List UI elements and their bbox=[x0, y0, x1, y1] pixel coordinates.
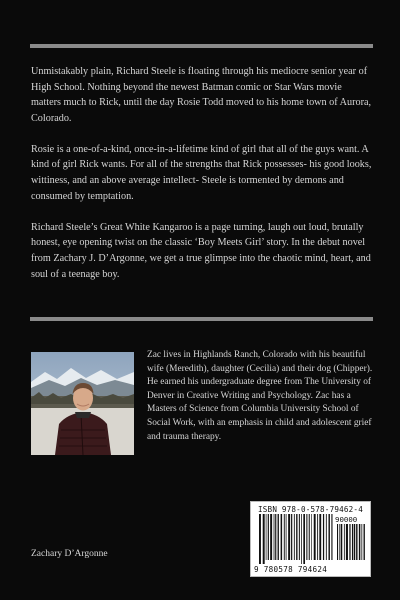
price-addon-bars bbox=[337, 524, 365, 564]
book-blurb bbox=[31, 64, 374, 298]
barcode-bar bbox=[296, 514, 297, 560]
barcode-bar bbox=[356, 524, 357, 560]
barcode-bar bbox=[319, 514, 321, 560]
barcode-bar bbox=[278, 514, 279, 560]
barcode-bar bbox=[349, 524, 350, 560]
barcode-bar bbox=[263, 514, 265, 564]
barcode-bar bbox=[284, 514, 285, 560]
barcode-bar bbox=[309, 514, 310, 560]
barcode-bar bbox=[341, 524, 343, 560]
barcode-bar bbox=[359, 524, 360, 560]
barcode-bar bbox=[352, 524, 353, 560]
barcode-bar bbox=[294, 514, 295, 560]
barcode-bar bbox=[311, 514, 312, 560]
blurb-paragraph: Rosie is a one-of-a-kind, once-in-a-lifetime kind of girl that all of the guys want. A kind of girl Rick wants. For all of the strengths that Rick possesses- his good looks, wittiness, and an above average intellect- Steele is tormented by demons and consumed by temptation. bbox=[31, 143, 372, 202]
barcode-bar bbox=[361, 524, 362, 560]
barcode-bar bbox=[301, 514, 302, 564]
ean-digits: 9 780578 794624 bbox=[254, 565, 328, 574]
barcode-bar bbox=[291, 514, 292, 560]
barcode-bar bbox=[306, 514, 307, 560]
isbn-barcode bbox=[250, 501, 371, 577]
barcode-bar bbox=[268, 514, 269, 560]
barcode-bar bbox=[354, 524, 355, 560]
author-photo bbox=[31, 352, 134, 455]
barcode-bar bbox=[364, 524, 365, 560]
barcode-bar bbox=[346, 524, 348, 560]
blurb-paragraph: Richard Steele’s Great White Kangaroo is a page turning, laugh out loud, brutally honest, eye opening twist on the classic ‘Boy Meets Girl’ story. In the debut novel from Zachary J. D’Argonne, we get a true glimpse into the chaotic mind, heart, and soul of a teenage boy. bbox=[31, 221, 371, 280]
barcode-bar bbox=[275, 514, 276, 560]
barcode-bar bbox=[326, 514, 327, 560]
barcode-bar bbox=[281, 514, 283, 560]
barcode-bar bbox=[270, 514, 272, 560]
barcode-bar bbox=[317, 514, 318, 560]
barcode-bar bbox=[288, 514, 290, 560]
barcode-bar bbox=[266, 514, 267, 560]
top-divider bbox=[30, 44, 373, 48]
isbn-label: ISBN 978-0-578-79462-4 bbox=[258, 505, 363, 514]
barcode-bar bbox=[314, 514, 316, 560]
barcode-bar bbox=[323, 514, 324, 560]
price-code: 90000 bbox=[335, 515, 358, 524]
ean-barcode-bars bbox=[259, 514, 333, 564]
barcode-bar bbox=[328, 514, 329, 560]
author-signature: Zachary D’Argonne bbox=[31, 549, 108, 559]
barcode-bar bbox=[344, 524, 345, 560]
barcode-bar bbox=[259, 514, 261, 564]
middle-divider bbox=[30, 317, 373, 321]
barcode-bar bbox=[331, 514, 332, 560]
barcode-bar bbox=[337, 524, 338, 560]
barcode-bar bbox=[303, 514, 305, 564]
barcode-bar bbox=[299, 514, 300, 560]
author-bio: Zac lives in Highlands Ranch, Colorado with his beautiful wife (Meredith), daughter (Cecilia) and their dog (Chipper). He earned his undergraduate degree from The University of Denver in Creative Writing and Psychology. Zac has a Masters of Science from Columbia University School of Social Work, with an emphasis in child and adolescent grief and trauma therapy. bbox=[147, 350, 373, 442]
blurb-paragraph: Unmistakably plain, Richard Steele is floating through his mediocre senior year of High School. Nothing beyond the newest Batman comic or Star Wars movie matters much to Rick, until the day Rosie Todd moved to his home town of Aurora, Colorado. bbox=[31, 66, 372, 124]
barcode-bar bbox=[286, 514, 287, 560]
author-portrait-image bbox=[31, 352, 134, 455]
barcode-bar bbox=[339, 524, 340, 560]
barcode-bar bbox=[274, 514, 275, 560]
